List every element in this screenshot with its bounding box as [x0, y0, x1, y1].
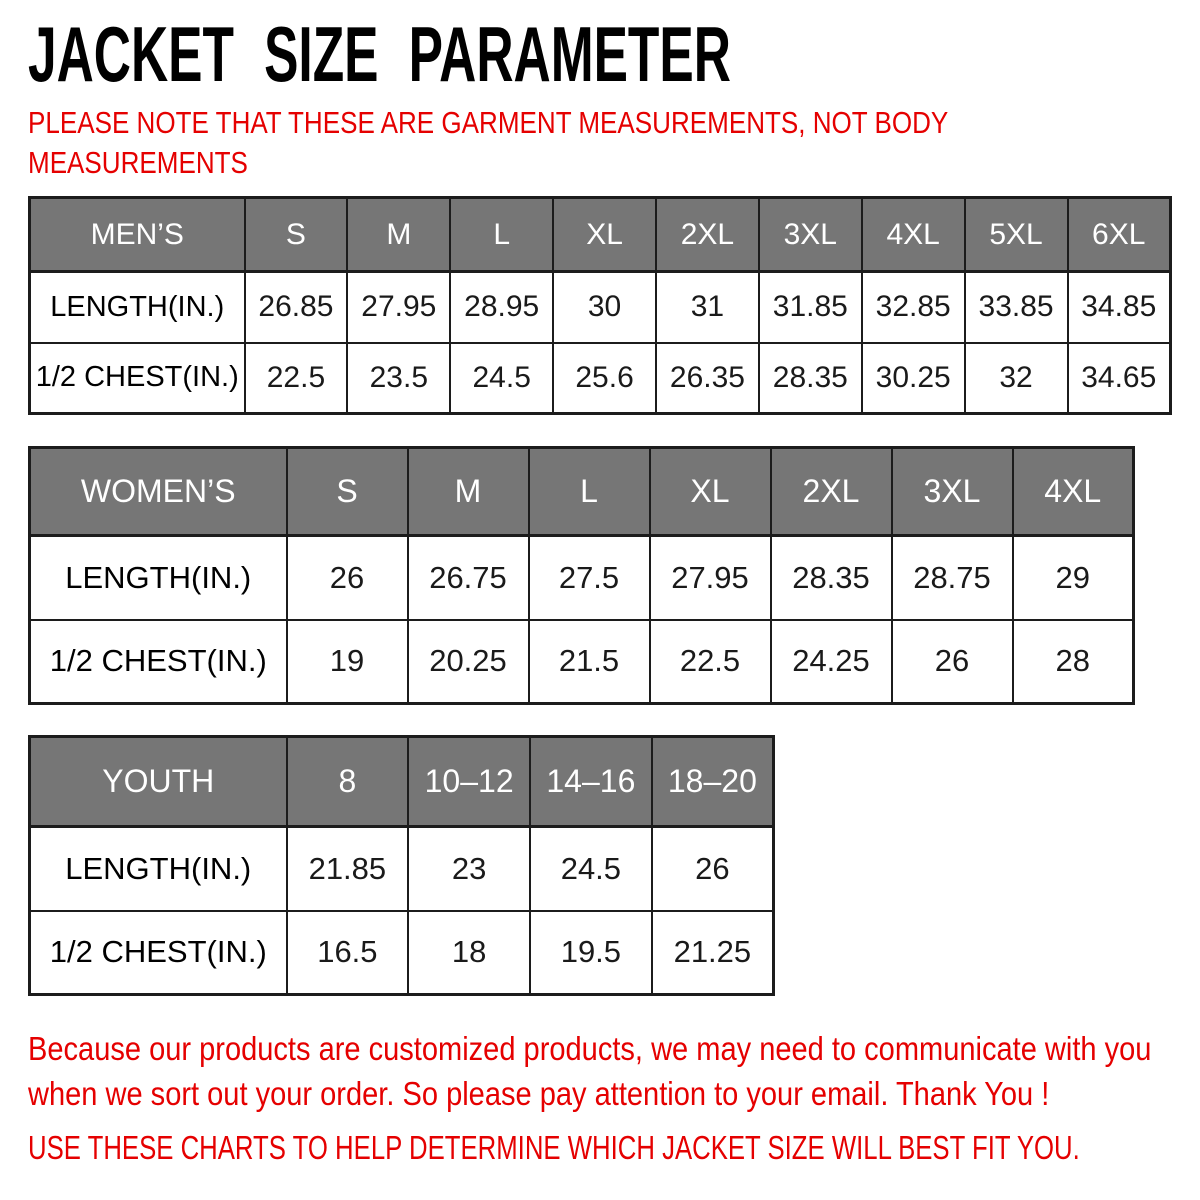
table-row — [30, 272, 1171, 343]
size-value: 33.85 — [965, 272, 1068, 343]
size-value: 31 — [656, 272, 759, 343]
table-row — [30, 536, 1134, 620]
size-value: 23.5 — [347, 343, 450, 414]
mens-header-row — [30, 198, 1171, 272]
row-label: LENGTH(IN.) — [30, 827, 287, 911]
womens-table-title: WOMEN’S — [30, 448, 287, 536]
size-value: 31.85 — [759, 272, 862, 343]
table-row — [30, 911, 774, 995]
size-col-header: S — [245, 198, 348, 272]
size-value: 32.85 — [862, 272, 965, 343]
size-col-header: 8 — [287, 737, 409, 827]
mens-table-title: MEN’S — [30, 198, 245, 272]
size-value: 22.5 — [650, 620, 771, 704]
note-line: MEASUREMENTS — [28, 145, 248, 180]
size-col-header: 4XL — [862, 198, 965, 272]
size-value: 26 — [287, 536, 408, 620]
mens-size-table — [28, 196, 1172, 415]
size-value: 32 — [965, 343, 1068, 414]
size-value: 21.25 — [652, 911, 774, 995]
row-label: LENGTH(IN.) — [30, 536, 287, 620]
size-col-header: 6XL — [1068, 198, 1171, 272]
size-value: 30 — [553, 272, 656, 343]
customization-notice — [28, 1026, 1200, 1116]
row-label: 1/2 CHEST(IN.) — [30, 343, 245, 414]
table-row — [30, 827, 774, 911]
size-value: 28 — [1013, 620, 1134, 704]
size-value: 26 — [892, 620, 1013, 704]
size-col-header: 18–20 — [652, 737, 774, 827]
size-col-header: M — [347, 198, 450, 272]
size-value: 29 — [1013, 536, 1134, 620]
garment-measurement-note — [28, 103, 1124, 183]
chart-usage-note: USE THESE CHARTS TO HELP DETERMINE WHICH JACKET SIZE WILL BEST FIT YOU. — [28, 1129, 1080, 1166]
size-col-header: 3XL — [759, 198, 862, 272]
size-value: 20.25 — [408, 620, 529, 704]
size-value: 28.35 — [771, 536, 892, 620]
size-value: 21.5 — [529, 620, 650, 704]
note-line: PLEASE NOTE THAT THESE ARE GARMENT MEASUREMENTS, NOT BODY — [28, 105, 949, 140]
size-value: 21.85 — [287, 827, 409, 911]
size-value: 26.35 — [656, 343, 759, 414]
page-title: JACKET SIZE PARAMETER — [28, 10, 731, 98]
size-value: 28.95 — [450, 272, 553, 343]
size-value: 27.95 — [650, 536, 771, 620]
size-col-header: 2XL — [656, 198, 759, 272]
size-value: 23 — [408, 827, 530, 911]
size-value: 24.25 — [771, 620, 892, 704]
size-value: 34.85 — [1068, 272, 1171, 343]
size-value: 26.85 — [245, 272, 348, 343]
size-col-header: 10–12 — [408, 737, 530, 827]
size-value: 18 — [408, 911, 530, 995]
size-value: 30.25 — [862, 343, 965, 414]
notice-line: Because our products are customized products, we may need to communicate with you — [28, 1030, 1152, 1067]
size-col-header: XL — [553, 198, 656, 272]
size-col-header: M — [408, 448, 529, 536]
size-value: 27.95 — [347, 272, 450, 343]
size-col-header: XL — [650, 448, 771, 536]
size-value: 28.35 — [759, 343, 862, 414]
size-col-header: 3XL — [892, 448, 1013, 536]
size-value: 24.5 — [450, 343, 553, 414]
table-row — [30, 343, 1171, 414]
size-col-header: 2XL — [771, 448, 892, 536]
size-col-header: L — [450, 198, 553, 272]
notice-line: when we sort out your order. So please pay attention to your email. Thank You ! — [28, 1075, 1050, 1112]
size-value: 28.75 — [892, 536, 1013, 620]
youth-size-table — [28, 735, 775, 996]
size-value: 24.5 — [530, 827, 652, 911]
size-value: 22.5 — [245, 343, 348, 414]
size-col-header: 4XL — [1013, 448, 1134, 536]
size-col-header: S — [287, 448, 408, 536]
youth-header-row — [30, 737, 774, 827]
youth-table-title: YOUTH — [30, 737, 287, 827]
size-value: 26 — [652, 827, 774, 911]
womens-size-table — [28, 446, 1135, 705]
size-value: 27.5 — [529, 536, 650, 620]
size-value: 26.75 — [408, 536, 529, 620]
womens-header-row — [30, 448, 1134, 536]
size-value: 16.5 — [287, 911, 409, 995]
row-label: 1/2 CHEST(IN.) — [30, 911, 287, 995]
size-value: 19 — [287, 620, 408, 704]
row-label: LENGTH(IN.) — [30, 272, 245, 343]
table-row — [30, 620, 1134, 704]
size-col-header: 14–16 — [530, 737, 652, 827]
size-value: 19.5 — [530, 911, 652, 995]
size-col-header: L — [529, 448, 650, 536]
size-value: 25.6 — [553, 343, 656, 414]
size-value: 34.65 — [1068, 343, 1171, 414]
row-label: 1/2 CHEST(IN.) — [30, 620, 287, 704]
size-col-header: 5XL — [965, 198, 1068, 272]
